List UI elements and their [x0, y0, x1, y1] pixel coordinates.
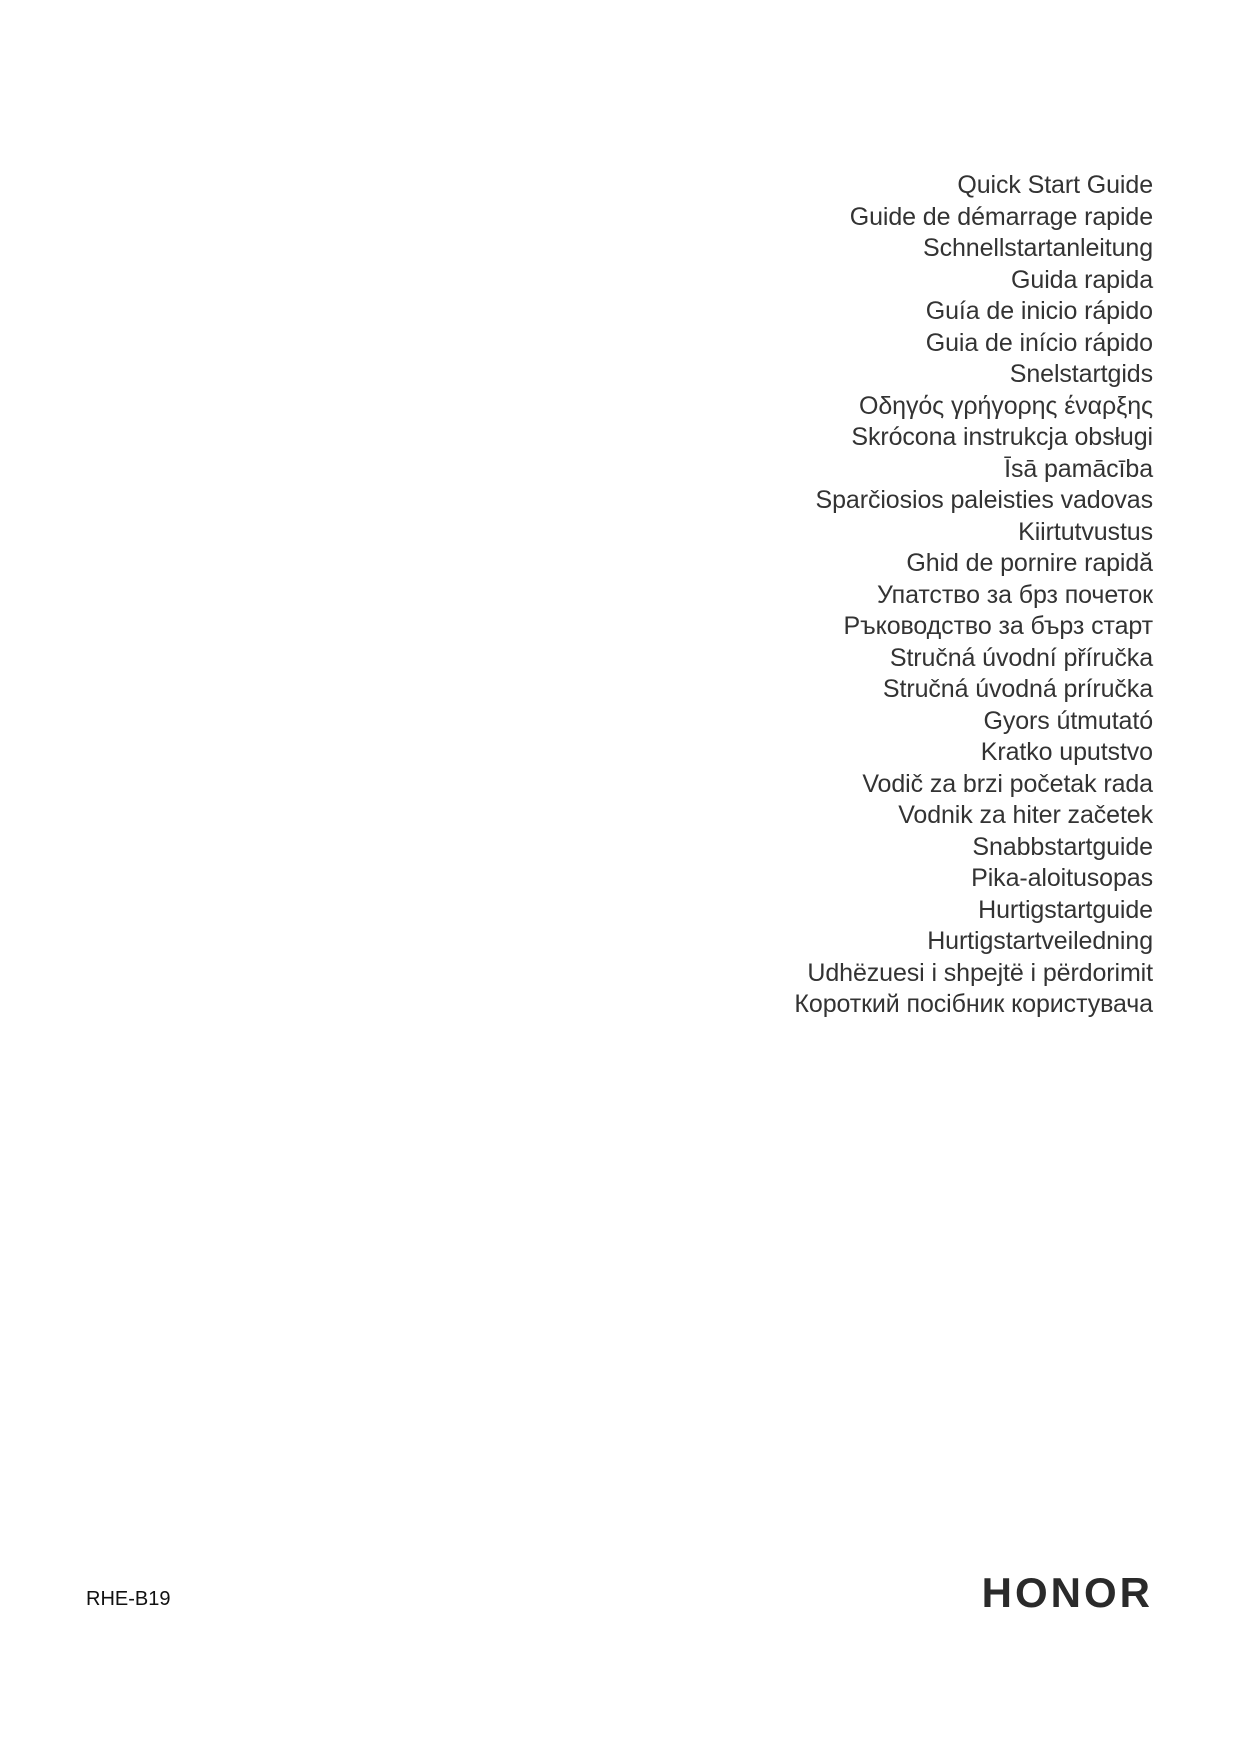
guide-title-it: Guida rapida: [1011, 265, 1153, 294]
guide-title-fr: Guide de démarrage rapide: [849, 202, 1153, 231]
guide-title-mk: Упатство за брз почеток: [877, 580, 1153, 609]
guide-title-sq: Udhëzuesi i shpejtë i përdorimit: [807, 958, 1153, 987]
guide-title-el: Οδηγός γρήγορης έναρξης: [859, 391, 1153, 420]
model-number: RHE-B19: [86, 1588, 171, 1610]
guide-title-lt: Sparčiosios paleisties vadovas: [815, 486, 1153, 514]
guide-title-hu: Gyors útmutató: [983, 706, 1153, 735]
guide-title-no: Hurtigstartveiledning: [927, 927, 1153, 955]
guide-title-list: [794, 170, 1153, 1021]
guide-title-sl: Vodnik za hiter začetek: [898, 801, 1153, 829]
guide-title-sr: Kratko uputstvo: [980, 738, 1153, 766]
guide-title-nl: Snelstartgids: [1009, 360, 1153, 388]
guide-title-hr: Vodič za brzi početak rada: [862, 769, 1153, 798]
guide-title-et: Kiirtutvustus: [1018, 517, 1153, 546]
guide-title-uk: Короткий посібник користувача: [794, 990, 1153, 1018]
guide-title-cs: Stručná úvodní příručka: [889, 643, 1153, 672]
guide-title-en: Quick Start Guide: [957, 171, 1153, 199]
guide-title-fi: Pika-aloitusopas: [971, 864, 1153, 892]
guide-title-pl: Skrócona instrukcja obsługi: [851, 423, 1153, 451]
guide-title-ro: Ghid de pornire rapidă: [906, 549, 1153, 577]
guide-title-lv: Īsā pamācība: [1004, 454, 1153, 483]
guide-title-da: Hurtigstartguide: [978, 895, 1153, 924]
guide-title-bg: Ръководство за бърз старт: [843, 612, 1153, 640]
guide-title-de: Schnellstartanleitung: [923, 234, 1153, 262]
guide-title-sk: Stručná úvodná príručka: [882, 675, 1153, 703]
guide-title-es: Guía de inicio rápido: [925, 297, 1153, 325]
guide-title-pt: Guia de início rápido: [925, 328, 1153, 357]
brand-logo: HONOR: [981, 1569, 1153, 1616]
guide-title-sv: Snabbstartguide: [972, 832, 1153, 861]
